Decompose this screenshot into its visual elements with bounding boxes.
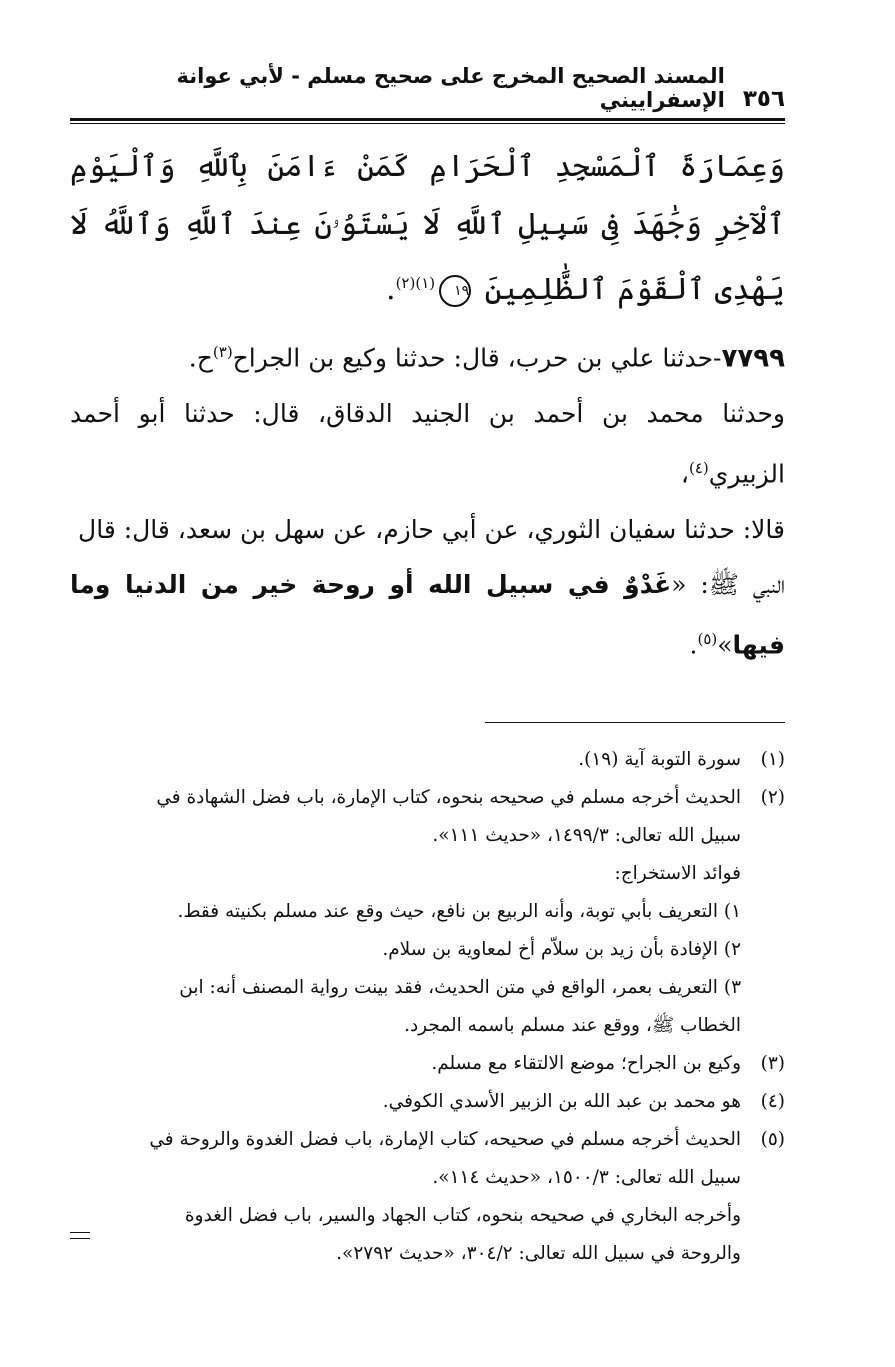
hadith-line-3: قالا: حدثنا سفيان الثوري، عن أبي حازم، عن سهل بن سعد، قال: قال	[78, 514, 785, 544]
footnote-marker: (١)	[760, 748, 785, 770]
verse-footnote-refs: (١)(٢)	[395, 274, 436, 292]
page	[70, 64, 786, 1273]
matn-close: »	[717, 629, 733, 659]
verse-line-1: وَعِمَارَةَ ٱلْمَسْجِدِ ٱلْحَرَامِ كَمَنْ ءَامَنَ بِٱللَّهِ وَٱلْيَوْمِ ٱلْآخِرِ وَجَٰهَدَ فِى سَبِيلِ ٱللَّهِ لَا يَسْتَوُۥنَ	[70, 149, 786, 242]
isnad-2-end: ،	[680, 459, 689, 489]
footnote-line: ٢) الإفادة بأن زيد بن سلاّم أخ لمعاوية بن سلام.	[382, 938, 741, 960]
footnote-marker: (٥)	[760, 1128, 785, 1150]
isnad-1-end: ح.	[188, 343, 213, 373]
matn-intro: النبي ﷺ: «	[671, 569, 786, 599]
footnotes	[70, 741, 785, 1273]
footnote-line: سبيل الله تعالى: ١٤٩٩/٣، «حديث ١١١».	[432, 824, 741, 846]
hadith-number: ٧٧٩٩	[721, 343, 785, 374]
ayah-number-marker: ١٩	[439, 275, 471, 307]
hadith-line-4	[70, 557, 785, 672]
footnote-line: وكيع بن الجراح؛ موضع الالتقاء مع مسلم.	[431, 1052, 741, 1074]
header-rule	[70, 118, 785, 124]
footnote-ref-4: (٤)	[688, 459, 709, 478]
footnote-line: وأخرجه البخاري في صحيحه بنحوه، كتاب الجهاد والسير، باب فضل الغدوة	[184, 1204, 741, 1226]
footnote-5	[70, 1121, 785, 1273]
footnote-marker: (٣)	[760, 1052, 785, 1074]
footnote-line: والروحة في سبيل الله تعالى: ٣٠٤/٢، «حديث ٢٧٩٢».	[336, 1242, 741, 1264]
footnote-line: الحديث أخرجه مسلم في صحيحه، كتاب الإمارة، باب فضل الغدوة والروحة في	[149, 1128, 741, 1150]
footnote-separator	[485, 722, 785, 723]
footnote-4	[70, 1083, 785, 1121]
footnote-marker: (٤)	[760, 1090, 785, 1112]
verse-line-2: عِندَ ٱللَّهِ وَٱللَّهُ لَا يَهْدِى ٱلْقَوْمَ ٱلظَّٰلِمِينَ	[70, 207, 785, 307]
footnote-line: هو محمد بن عبد الله بن الزبير الأسدي الكوفي.	[382, 1090, 741, 1112]
footnote-line: سبيل الله تعالى: ١٥٠٠/٣، «حديث ١١٤».	[432, 1166, 741, 1188]
footnote-2	[70, 779, 785, 1045]
isnad-2: وحدثنا محمد بن أحمد بن الجنيد الدقاق، قال: حدثنا أبو أحمد الزبيري	[70, 399, 785, 489]
isnad-1: -حدثنا علي بن حرب، قال: حدثنا وكيع بن الجراح	[232, 343, 722, 373]
page-number: ٣٥٦	[742, 86, 785, 112]
footnote-line: الخطاب ﷺ، ووقع عند مسلم باسمه المجرد.	[404, 1014, 741, 1036]
footnote-1	[70, 741, 785, 779]
verse-closing: .	[386, 272, 396, 307]
footnote-ref-3: (٣)	[212, 343, 233, 361]
footnote-line: الحديث أخرجه مسلم في صحيحه بنحوه، كتاب الإمارة، باب فضل الشهادة في	[156, 786, 741, 808]
footnote-line: سورة التوبة آية (١٩).	[578, 748, 741, 770]
hadith-closing: .	[689, 629, 698, 659]
footnote-3	[70, 1045, 785, 1083]
running-header	[70, 64, 785, 116]
footnote-line: ١) التعريف بأبي توبة، وأنه الربيع بن نافع، حيث وقع عند مسلم بكنيته فقط.	[177, 900, 741, 922]
footnote-ref-5: (٥)	[697, 629, 718, 648]
page-end-mark	[70, 1232, 90, 1239]
hadith-line-2	[70, 386, 785, 501]
footnote-marker: (٢)	[760, 786, 785, 808]
footnote-line: ٣) التعريف بعمر، الواقع في متن الحديث، فقد بينت رواية المصنف أنه: ابن	[179, 976, 741, 998]
hadith-matn: غَدْوٌ في سبيل الله أو روحة خير من الدنيا وما فيها	[70, 569, 785, 659]
book-title: المسند الصحيح المخرج على صحيح مسلم - لأبي عوانة الإسفراييني	[176, 64, 725, 112]
footnote-line: فوائد الاستخراج:	[614, 862, 741, 884]
hadith-line-1	[70, 325, 785, 386]
hadith-text	[70, 325, 785, 672]
quran-verse	[70, 138, 785, 319]
